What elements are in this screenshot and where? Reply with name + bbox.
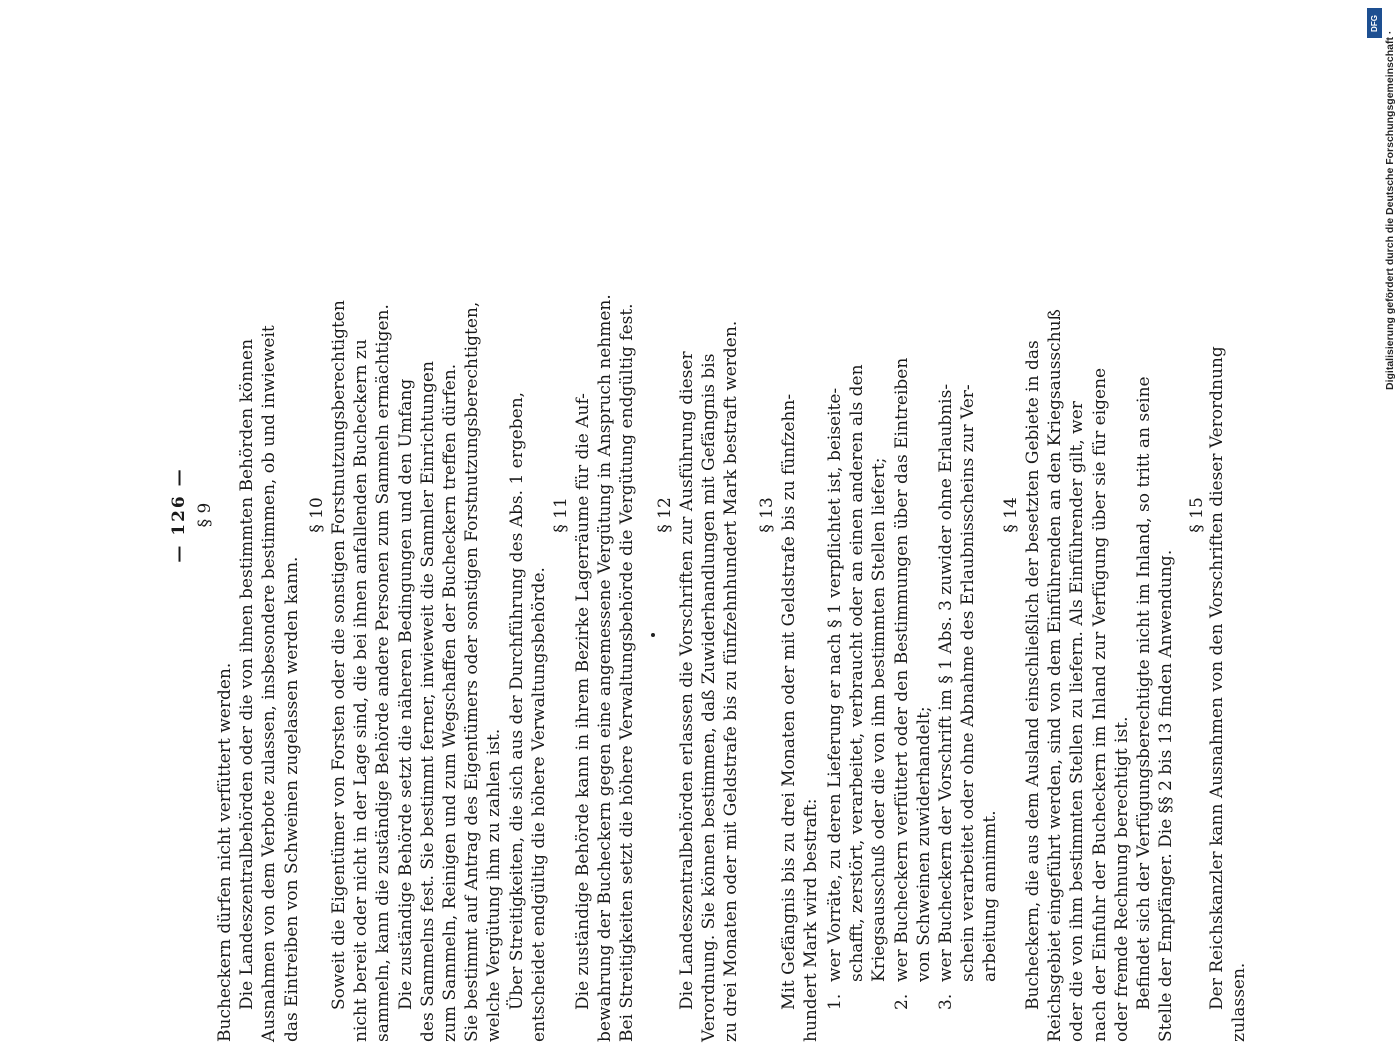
section-12-text <box>676 0 743 1042</box>
section-10-text <box>328 0 550 1042</box>
section-13-intro <box>778 0 822 1042</box>
text-line: entscheidet endgültig die höhere Verwaltungsbehörde. <box>528 567 549 1042</box>
text-line: zu drei Monaten oder mit Geldstrafe bis zu fünfzehnhundert Mark bestraft werden. <box>721 320 742 1042</box>
text-line: Verordnung. Sie können bestimmen, daß Zuwiderhandlungen mit Gefängnis bis <box>699 353 720 1042</box>
section-13-list <box>824 10 1002 1010</box>
text-line: hundert Mark wird bestraft: <box>801 798 822 1042</box>
text-line: Soweit die Eigentümer von Forsten oder die sonstigen Forstnutzungsberechtigten <box>329 300 349 1010</box>
text-line: wer Bucheckern der Vorschrift im § 1 Abs. 3 zuwider ohne Erlaubnis- <box>936 383 957 982</box>
text-line: schein verarbeitet oder ohne Abnahme des Erlaubnisscheins zur Ver- <box>958 384 979 982</box>
text-line: von Schweinen zuwiderhandelt; <box>913 706 934 982</box>
section-9-text <box>214 0 303 1042</box>
text-line: oder die von ihm bestimmten Stellen zu liefern. Als Einführender gilt, wer <box>1067 401 1088 1042</box>
text-line: Sie bestimmt auf Antrag des Eigentümers oder sonstigen Forstnutzungsberechtigten, <box>462 301 483 1042</box>
list-item <box>935 10 1002 1010</box>
text-line: nach der Einfuhr der Bucheckern im Inland zur Verfügung über sie für eigene <box>1089 367 1110 1042</box>
text-line: Reichsgebiet eingeführt werden, sind von dem Einführenden an den Kriegsausschuß <box>1045 309 1066 1042</box>
section-15-text <box>1206 0 1250 1042</box>
text-line: Die zuständige Behörde kann in ihrem Bezirke Lagerräume für die Auf- <box>573 393 593 1010</box>
text-line: welche Vergütung ihm zu zahlen ist. <box>484 728 505 1042</box>
text-line: Die Landeszentralbehörden erlassen die Vorschriften zur Ausführung dieser <box>677 351 697 1010</box>
text-line: sammeln, kann die zuständige Behörde andere Personen zum Sammeln ermächtigen. <box>373 304 394 1042</box>
list-item-number: 3. <box>936 993 957 1010</box>
text-line: das Eintreiben von Schweinen zugelassen werden kann. <box>281 556 302 1042</box>
list-item <box>891 10 935 1010</box>
text-line: Die Landeszentralbehörden oder die von ihnen bestimmten Behörden können <box>237 338 258 1010</box>
text-line: des Sammelns fest. Sie bestimmt ferner, inwieweit die Sammler Einrichtungen <box>417 361 438 1042</box>
document-page-continued <box>1000 0 1260 1050</box>
text-line: bewahrung der Bucheckern gegen eine angemessene Vergütung in Anspruch nehmen. <box>595 294 616 1042</box>
section-14-heading: § 14 <box>1001 497 1021 533</box>
text-line: Der Reichskanzler kann Ausnahmen von den Vorschriften dieser Verordnung <box>1207 346 1227 1010</box>
page-number: — 126 — <box>169 467 189 563</box>
text-line: Über Streitigkeiten, die sich aus der Durchführung des Abs. 1 ergeben, <box>506 391 527 1010</box>
text-line: Bei Streitigkeiten setzt die höhere Verwaltungsbehörde die Vergütung endgültig fest. <box>617 303 638 1042</box>
text-line: Die zuständige Behörde setzt die näheren Bedingungen und den Umfang <box>395 378 416 1010</box>
document-page-rotated <box>166 0 1001 1050</box>
text-line: Mit Gefängnis bis zu drei Monaten oder mit Geldstrafe bis zu fünfzehn- <box>779 393 799 1010</box>
text-line: Bucheckern dürfen nicht verfüttert werden. <box>215 662 235 1042</box>
section-9-heading: § 9 <box>195 502 215 528</box>
text-line: Bucheckern, die aus dem Ausland einschließlich der besetzten Gebiete in das <box>1023 340 1043 1010</box>
text-line: oder fremde Rechnung berechtigt ist. <box>1111 716 1132 1042</box>
section-11-text <box>572 0 639 1042</box>
text-line: arbeitung annimmt. <box>980 810 1001 982</box>
text-line: zum Sammeln, Reinigen und zum Wegschaffen der Bucheckern treffen dürfen. <box>440 363 461 1042</box>
digitization-credit: Digitalisierung gefördert durch die Deutsche Forschungsgemeinschaft · <box>1384 30 1396 390</box>
text-line: Befindet sich der Verfügungsberechtigte nicht im Inland, so tritt an seine <box>1134 376 1155 1010</box>
section-10-heading: § 10 <box>307 497 327 533</box>
section-11-heading: § 11 <box>551 497 571 533</box>
list-item-number: 1. <box>825 993 845 1010</box>
text-line: wer Bucheckern verfüttert oder den Bestimmungen über das Eintreiben <box>891 357 912 982</box>
text-line: nicht bereit oder nicht in der Lage sind, die bei ihnen anfallenden Bucheckern zu <box>351 339 372 1042</box>
text-line: zulassen. <box>1229 962 1250 1042</box>
text-line: Ausnahmen von dem Verbote zulassen, insbesondere bestimmen, ob und inwieweit <box>259 325 280 1042</box>
section-15-heading: § 15 <box>1187 497 1207 533</box>
text-line: Kriegsausschuß oder die von ihm bestimmten Stellen liefert; <box>869 457 890 982</box>
text-line: schafft, zerstört, verarbeitet, verbraucht oder an einen anderen als den <box>847 364 868 982</box>
section-14-text <box>1022 0 1177 1042</box>
text-line: Stelle der Empfänger. Die §§ 2 bis 13 finden Anwendung. <box>1156 549 1177 1042</box>
section-13-heading: § 13 <box>757 497 777 533</box>
section-12-heading: § 12 <box>655 497 675 533</box>
list-item <box>824 10 891 1010</box>
list-item-number: 2. <box>891 993 912 1010</box>
text-line: wer Vorräte, zu deren Lieferung er nach § 1 verpflichtet ist, beiseite- <box>825 387 845 982</box>
dfg-logo: DFG <box>1367 8 1382 38</box>
